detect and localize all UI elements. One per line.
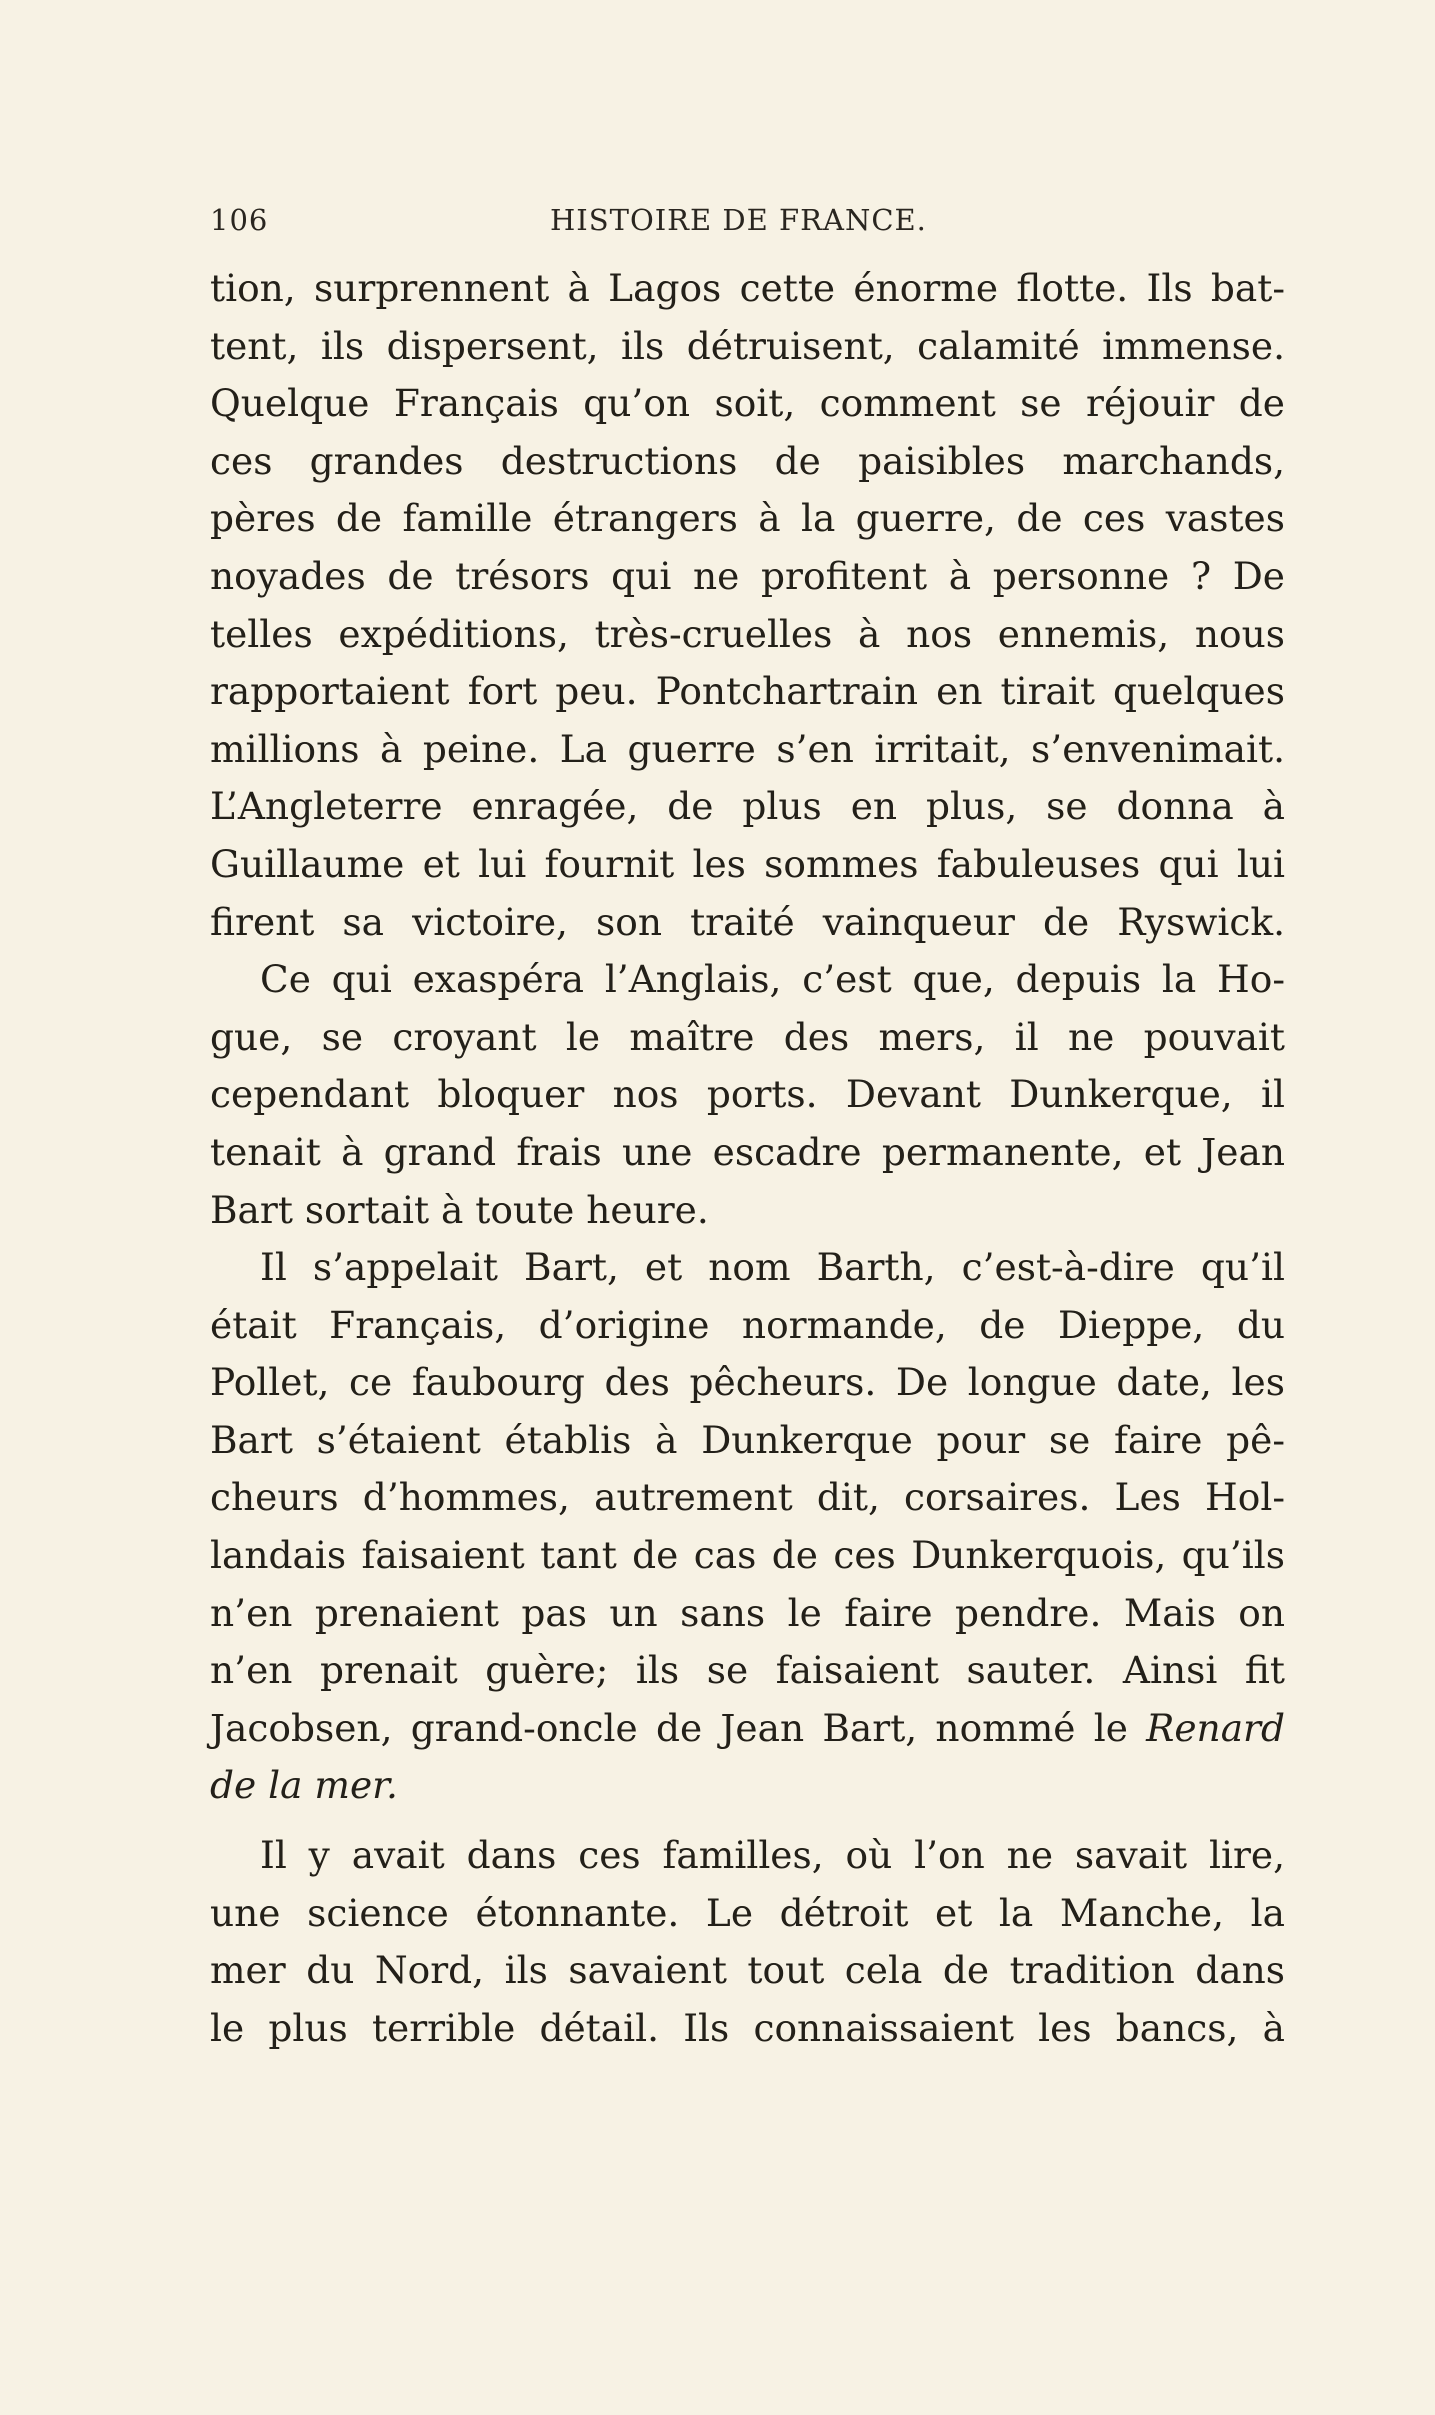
page-number: 106 — [210, 203, 269, 237]
text-line: Guillaume et lui fournit les sommes fabuleuses qui lui — [210, 841, 1285, 886]
italic-title: de la mer. — [210, 1763, 398, 1808]
text-line: Il y avait dans ces familles, où l’on ne savait lire, — [260, 1833, 1285, 1878]
text-line: Quelque Français qu’on soit, comment se réjouir de — [210, 381, 1285, 426]
text-line: n’en prenaient pas un sans le faire pendre. Mais on — [210, 1590, 1285, 1635]
text-line: une science étonnante. Le détroit et la Manche, la — [210, 1890, 1285, 1935]
text-line — [210, 1700, 1285, 1758]
text-line: landais faisaient tant de cas de ces Dunkerquois, qu’ils — [210, 1533, 1285, 1578]
text-line: telles expéditions, très-cruelles à nos ennemis, nous — [210, 611, 1285, 656]
paragraph-gap — [210, 1815, 1285, 1827]
text-line: Pollet, ce faubourg des pêcheurs. De longue date, les — [210, 1360, 1285, 1405]
text-line: n’en prenait guère; ils se faisaient sauter. Ainsi fit — [210, 1648, 1285, 1693]
paragraph — [210, 1239, 1285, 1815]
paragraph — [210, 1827, 1285, 2057]
text-line: millions à peine. La guerre s’en irritait, s’envenimait. — [210, 726, 1285, 771]
text-line: Bart sortait à toute heure. — [210, 1187, 709, 1232]
text-line: pères de famille étrangers à la guerre, de ces vastes — [210, 496, 1285, 541]
running-title: HISTOIRE DE FRANCE. — [550, 203, 927, 237]
body-text — [210, 260, 1285, 2057]
text-line: L’Angleterre enragée, de plus en plus, se donna à — [210, 784, 1285, 829]
paragraph — [210, 951, 1285, 1239]
text-line: était Français, d’origine normande, de Dieppe, du — [210, 1302, 1285, 1347]
text-line: cependant bloquer nos ports. Devant Dunkerque, il — [210, 1072, 1285, 1117]
text-line: Bart s’étaient établis à Dunkerque pour se faire pê- — [210, 1417, 1285, 1462]
text-line-segment: Jacobsen, grand-oncle de Jean Bart, nommé le — [210, 1705, 1128, 1750]
page-header — [210, 203, 1285, 243]
text-line: Il s’appelait Bart, et nom Barth, c’est-à-dire qu’il — [260, 1245, 1285, 1290]
text-line: tent, ils dispersent, ils détruisent, calamité immense. — [210, 323, 1285, 368]
text-line: ces grandes destructions de paisibles marchands, — [210, 438, 1285, 483]
text-line: firent sa victoire, son traité vainqueur de Ryswick. — [210, 899, 1285, 944]
text-line: tenait à grand frais une escadre permanente, et Jean — [210, 1129, 1285, 1174]
text-line: rapportaient fort peu. Pontchartrain en tirait quelques — [210, 669, 1285, 714]
text-line: gue, se croyant le maître des mers, il ne pouvait — [210, 1014, 1285, 1059]
text-line: mer du Nord, ils savaient tout cela de tradition dans — [210, 1948, 1285, 1993]
paragraph — [210, 260, 1285, 951]
text-line: Ce qui exaspéra l’Anglais, c’est que, depuis la Ho- — [260, 957, 1285, 1002]
text-line: cheurs d’hommes, autrement dit, corsaires. Les Hol- — [210, 1475, 1285, 1520]
text-line: le plus terrible détail. Ils connaissaient les bancs, à — [210, 2005, 1285, 2050]
text-line: noyades de trésors qui ne profitent à personne ? De — [210, 553, 1285, 598]
italic-title: Renard — [1146, 1705, 1285, 1750]
text-line: tion, surprennent à Lagos cette énorme flotte. Ils bat- — [210, 266, 1285, 310]
